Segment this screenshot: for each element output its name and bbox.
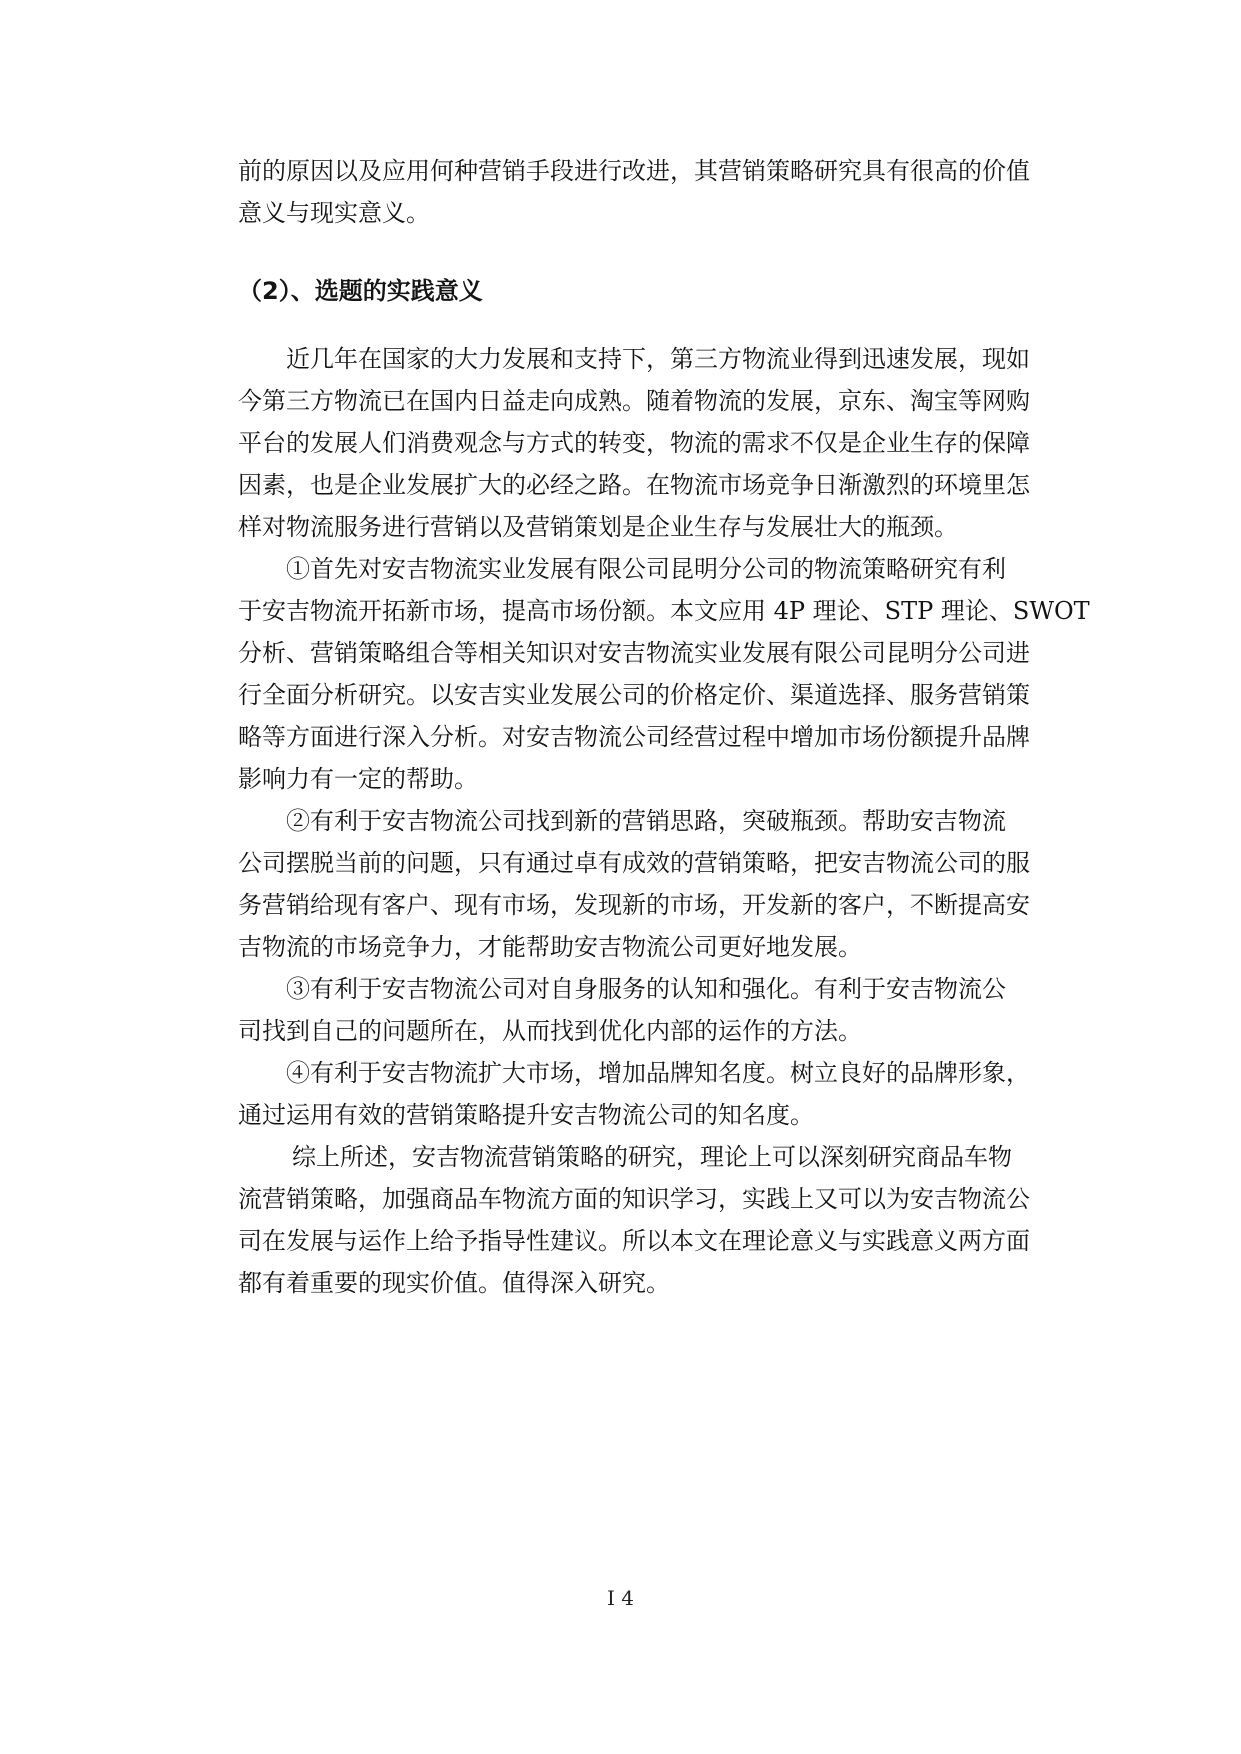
text-line: ③有利于安吉物流公司对自身服务的认知和强化。有利于安吉物流公 bbox=[286, 975, 1006, 1003]
text-line: 前的原因以及应用何种营销手段进行改进，其营销策略研究具有很高的价值 bbox=[238, 157, 1030, 185]
text-line: 分析、营销策略组合等相关知识对安吉物流实业发展有限公司昆明分公司进 bbox=[238, 639, 1030, 667]
text-line: 行全面分析研究。以安吉实业发展公司的价格定价、渠道选择、服务营销策 bbox=[238, 681, 1030, 709]
text-line: 都有着重要的现实价值。值得深入研究。 bbox=[238, 1269, 670, 1297]
text-line: 于安吉物流开拓新市场，提高市场份额。本文应用 4P 理论、STP 理论、SWOT bbox=[238, 597, 1090, 625]
text-line: 流营销策略，加强商品车物流方面的知识学习，实践上又可以为安吉物流公 bbox=[238, 1185, 1030, 1213]
text-line: 平台的发展人们消费观念与方式的转变，物流的需求不仅是企业生存的保障 bbox=[238, 429, 1030, 457]
paragraph-5 bbox=[238, 1052, 1048, 1136]
text-line: 因素，也是企业发展扩大的必经之路。在物流市场竞争日渐激烈的环境里怎 bbox=[238, 471, 1030, 499]
text-line: 吉物流的市场竞争力，才能帮助安吉物流公司更好地发展。 bbox=[238, 933, 862, 961]
paragraph-1 bbox=[238, 338, 1048, 548]
text-line: ①首先对安吉物流实业发展有限公司昆明分公司的物流策略研究有利 bbox=[286, 555, 1006, 583]
paragraph-4 bbox=[238, 968, 1048, 1052]
section-heading: （2）、选题的实践意义 bbox=[238, 277, 483, 305]
page-number: Ⅰ 4 bbox=[607, 1586, 634, 1610]
text-line: 通过运用有效的营销策略提升安吉物流公司的知名度。 bbox=[238, 1101, 814, 1129]
text-line: ②有利于安吉物流公司找到新的营销思路，突破瓶颈。帮助安吉物流 bbox=[286, 807, 1006, 835]
text-line: 样对物流服务进行营销以及营销策划是企业生存与发展壮大的瓶颈。 bbox=[238, 513, 958, 541]
paragraph-3 bbox=[238, 800, 1048, 968]
text-line: 公司摆脱当前的问题，只有通过卓有成效的营销策略，把安吉物流公司的服 bbox=[238, 849, 1030, 877]
text-line: 意义与现实意义。 bbox=[238, 199, 430, 227]
text-line: 司找到自己的问题所在，从而找到优化内部的运作的方法。 bbox=[238, 1017, 862, 1045]
text-line: 影响力有一定的帮助。 bbox=[238, 765, 478, 793]
paragraph-6 bbox=[238, 1136, 1048, 1304]
text-line: ④有利于安吉物流扩大市场，增加品牌知名度。树立良好的品牌形象， bbox=[286, 1059, 1030, 1087]
text-line: 务营销给现有客户、现有市场，发现新的市场，开发新的客户，不断提高安 bbox=[238, 891, 1030, 919]
text-line: 近几年在国家的大力发展和支持下，第三方物流业得到迅速发展，现如 bbox=[286, 345, 1030, 373]
body-text bbox=[238, 338, 1090, 1304]
intro-paragraph bbox=[238, 150, 1048, 234]
text-line: 略等方面进行深入分析。对安吉物流公司经营过程中增加市场份额提升品牌 bbox=[238, 723, 1030, 751]
text-line: 综上所述，安吉物流营销策略的研究，理论上可以深刻研究商品车物 bbox=[292, 1143, 1012, 1171]
text-line: 今第三方物流已在国内日益走向成熟。随着物流的发展，京东、淘宝等网购 bbox=[238, 387, 1030, 415]
text-line: 司在发展与运作上给予指导性建议。所以本文在理论意义与实践意义两方面 bbox=[238, 1227, 1030, 1255]
paragraph-2 bbox=[238, 548, 1090, 800]
